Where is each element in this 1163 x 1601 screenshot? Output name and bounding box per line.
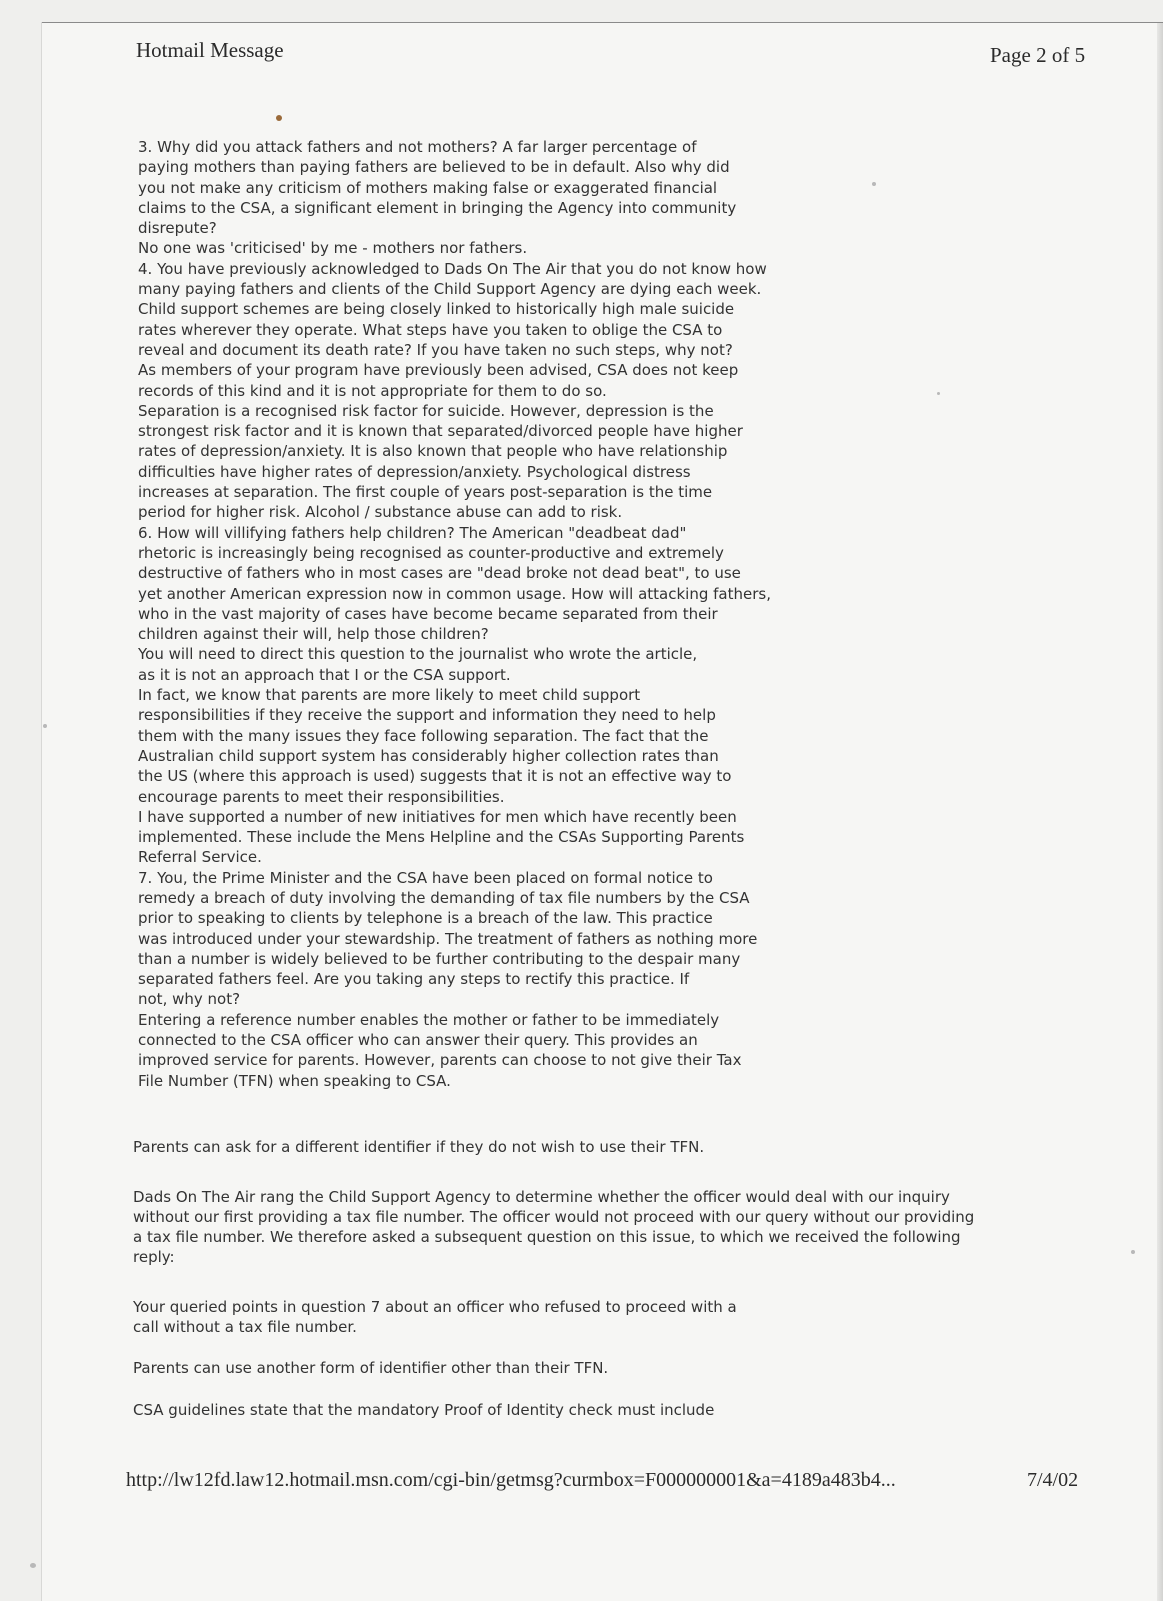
- text-line: increases at separation. The first couple of years post-separation is the time: [138, 483, 713, 502]
- page-edge-shadow: [1157, 23, 1163, 1601]
- text-line: improved service for parents. However, parents can choose to not give their Tax: [138, 1051, 742, 1070]
- text-line: File Number (TFN) when speaking to CSA.: [138, 1071, 451, 1090]
- text-line: Entering a reference number enables the mother or father to be immediately: [138, 1010, 720, 1029]
- text-line: Your queried points in question 7 about an officer who refused to proceed with a: [133, 1298, 737, 1316]
- text-line: 3. Why did you attack fathers and not mothers? A far larger percentage of: [138, 138, 697, 156]
- text-line: claims to the CSA, a significant element in bringing the Agency into community: [138, 198, 737, 217]
- text-line: paying mothers than paying fathers are believed to be in default. Also why did: [138, 158, 730, 177]
- text-line: CSA guidelines state that the mandatory Proof of Identity check must include: [133, 1401, 715, 1419]
- text-line: rates of depression/anxiety. It is also known that people who have relationship: [138, 442, 728, 461]
- text-line: rhetoric is increasingly being recognised as counter-productive and extremely: [138, 543, 724, 562]
- scan-speck: [43, 724, 47, 728]
- text-line: as it is not an approach that I or the CSA support.: [138, 665, 511, 684]
- text-line: In fact, we know that parents are more likely to meet child support: [138, 686, 641, 705]
- message-body: [138, 137, 1058, 1091]
- text-line: prior to speaking to clients by telephone is a breach of the law. This practice: [138, 909, 713, 928]
- text-line: Referral Service.: [138, 848, 262, 867]
- text-line: Australian child support system has considerably higher collection rates than: [138, 746, 719, 765]
- paragraph-queried-points: [133, 1297, 1033, 1337]
- text-line: As members of your program have previously been advised, CSA does not keep: [138, 361, 739, 380]
- text-line: destructive of fathers who in most cases are "dead broke not dead beat", to use: [138, 564, 741, 583]
- text-line: Separation is a recognised risk factor for suicide. However, depression is the: [138, 401, 714, 420]
- text-line: was introduced under your stewardship. The treatment of fathers as nothing more: [138, 929, 758, 948]
- text-line: many paying fathers and clients of the Child Support Agency are dying each week.: [138, 280, 762, 299]
- text-line: 4. You have previously acknowledged to Dads On The Air that you do not know how: [138, 259, 767, 278]
- text-line: children against their will, help those children?: [138, 625, 489, 644]
- text-line: difficulties have higher rates of depression/anxiety. Psychological distress: [138, 462, 691, 481]
- text-line: a tax file number. We therefore asked a subsequent question on this issue, to which we received the following: [133, 1228, 961, 1246]
- text-line: the US (where this approach is used) suggests that it is not an effective way to: [138, 767, 732, 786]
- footer-date: 7/4/02: [1027, 1469, 1079, 1491]
- text-line: call without a tax file number.: [133, 1318, 357, 1336]
- text-line: Parents can use another form of identifier other than their TFN.: [133, 1359, 609, 1377]
- text-line: remedy a breach of duty involving the demanding of tax file numbers by the CSA: [138, 888, 750, 907]
- text-line: I have supported a number of new initiatives for men which have recently been: [138, 807, 737, 826]
- text-line: not, why not?: [138, 990, 241, 1009]
- paragraph-other-identifier: [133, 1358, 1033, 1378]
- text-line: yet another American expression now in common usage. How will attacking fathers,: [138, 584, 771, 603]
- text-line: responsibilities if they receive the support and information they need to help: [138, 706, 716, 725]
- text-line: Dads On The Air rang the Child Support Agency to determine whether the officer would deal with our inquiry: [133, 1188, 950, 1206]
- text-line: than a number is widely believed to be further contributing to the despair many: [138, 949, 741, 968]
- ink-dot: [276, 115, 282, 121]
- text-line: Child support schemes are being closely linked to historically high male suicide: [138, 300, 735, 319]
- text-line: who in the vast majority of cases have become became separated from their: [138, 604, 718, 623]
- footer-url: http://lw12fd.law12.hotmail.msn.com/cgi-bin/getmsg?curmbox=F000000001&a=4189a483b4...: [126, 1469, 896, 1491]
- text-line: them with the many issues they face following separation. The fact that the: [138, 726, 709, 745]
- text-line: No one was 'criticised' by me - mothers nor fathers.: [138, 239, 528, 258]
- text-line: strongest risk factor and it is known that separated/divorced people have higher: [138, 422, 743, 441]
- paragraph-dads-on-the-air: [133, 1187, 1033, 1267]
- paragraph-identifier: [133, 1137, 1033, 1157]
- text-line: connected to the CSA officer who can answer their query. This provides an: [138, 1031, 698, 1050]
- text-line: 7. You, the Prime Minister and the CSA have been placed on formal notice to: [138, 868, 713, 887]
- header-title: Hotmail Message: [136, 38, 284, 62]
- paragraph-guidelines: [133, 1400, 1033, 1420]
- text-line: period for higher risk. Alcohol / substance abuse can add to risk.: [138, 503, 623, 522]
- text-line: without our first providing a tax file number. The officer would not proceed with our query without our providing: [133, 1208, 975, 1226]
- text-line: reply:: [133, 1248, 175, 1266]
- scan-speck: [30, 1563, 36, 1568]
- text-line: You will need to direct this question to the journalist who wrote the article,: [138, 645, 698, 664]
- scan-speck: [1131, 1250, 1135, 1254]
- text-line: you not make any criticism of mothers making false or exaggerated financial: [138, 178, 718, 197]
- text-line: records of this kind and it is not appropriate for them to do so.: [138, 381, 607, 400]
- text-line: reveal and document its death rate? If you have taken no such steps, why not?: [138, 340, 733, 359]
- text-line: implemented. These include the Mens Helpline and the CSAs Supporting Parents: [138, 828, 745, 847]
- page-number: Page 2 of 5: [990, 43, 1086, 67]
- text-line: disrepute?: [138, 219, 217, 238]
- text-line: 6. How will villifying fathers help children? The American "deadbeat dad": [138, 523, 687, 542]
- text-line: encourage parents to meet their responsibilities.: [138, 787, 505, 806]
- text-line: rates wherever they operate. What steps have you taken to oblige the CSA to: [138, 320, 723, 339]
- text-line: Parents can ask for a different identifier if they do not wish to use their TFN.: [133, 1138, 705, 1156]
- text-line: separated fathers feel. Are you taking any steps to rectify this practice. If: [138, 970, 690, 989]
